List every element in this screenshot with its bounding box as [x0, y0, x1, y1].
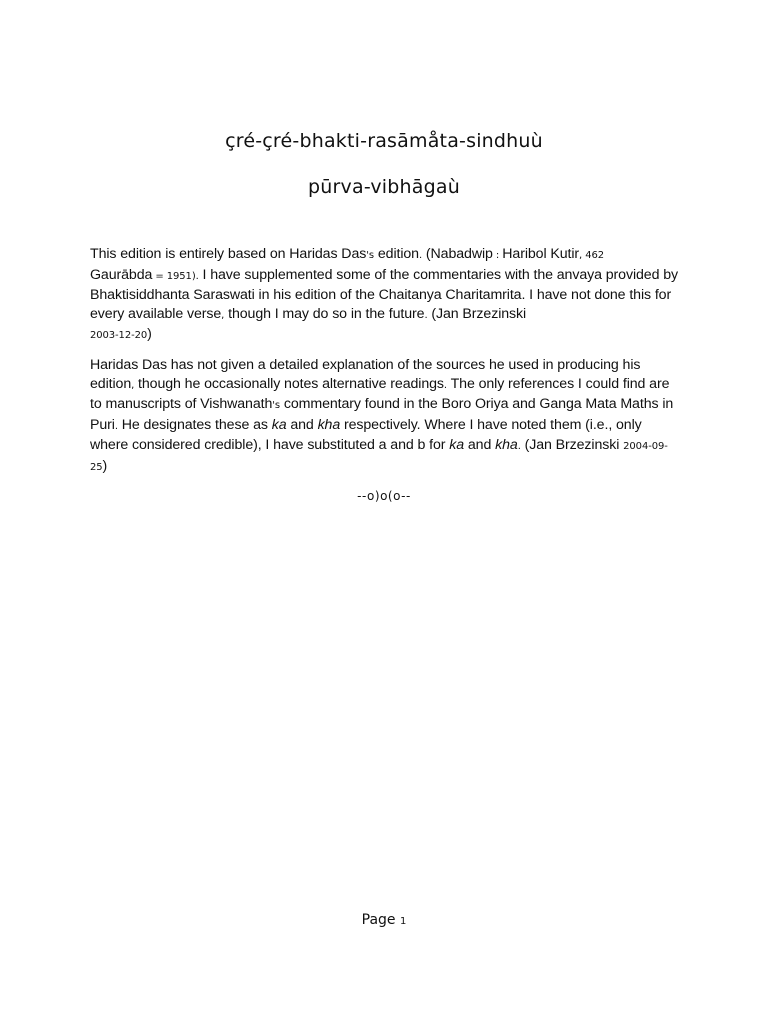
page-label: Page	[361, 912, 396, 928]
page-number: 1	[399, 916, 407, 927]
year-number: 1951	[166, 270, 192, 282]
page-subtitle: pūrva-vibhāgaù	[308, 176, 460, 198]
page-footer	[0, 912, 768, 928]
paragraph-sources-note: Haridas Das has not given a detailed explanation of the sources he used in producing his edition, though he occasionally notes alternative readings. The only references I could find are to manuscripts of Vishwanath's commentary found in the Boro Oriya and Ganga Mata Maths in Puri. He designates these as ka and kha respectively. Where I have noted them (i.e., only where considered credible), I have substituted a and b for ka and kha. (Jan Brzezinski 2004-09-25)	[90, 357, 674, 474]
date-stamp: 2003-12-20	[90, 330, 148, 342]
section-divider: --o)o(o--	[357, 489, 411, 503]
date-stamp: 2004-09-25	[90, 441, 668, 473]
year-number: 462	[585, 250, 604, 261]
ka-italic: ka	[449, 437, 465, 454]
kha-italic: kha	[495, 437, 518, 454]
kha-italic: kha	[317, 416, 341, 433]
ka-italic: ka	[271, 416, 287, 433]
page-title: çré-çré-bhakti-rasāmåta-sindhuù	[225, 130, 543, 152]
paragraph-edition-note: This edition is entirely based on Haridas Das's edition. (Nabadwip : Haribol Kutir, 462 Gaurābda = 1951). I have supplemented some of the commentaries with the anvaya provided by Bhaktisiddhanta Saraswati in his edition of the Chaitanya Charitamrita. I have not done this for every available verse, though I may do so in the future. (Jan Brzezinski 2003-12-20)	[90, 246, 678, 343]
